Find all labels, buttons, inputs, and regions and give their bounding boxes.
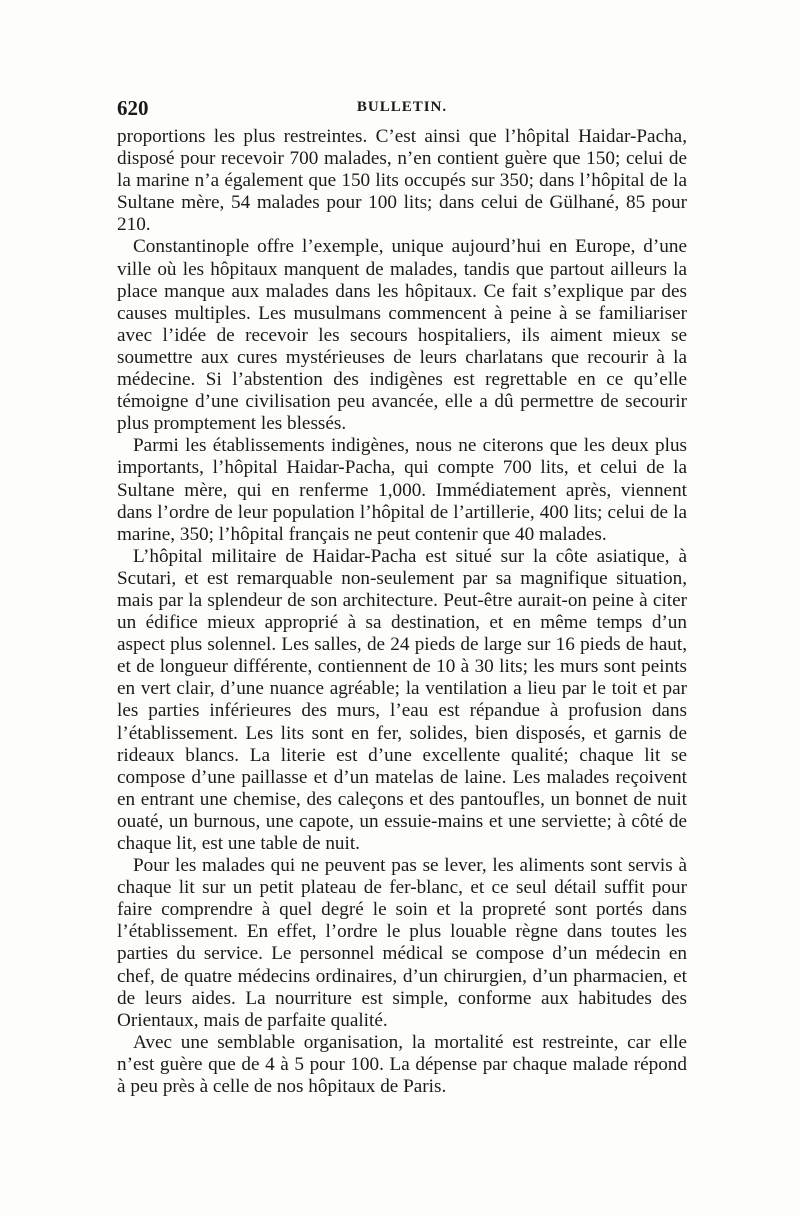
page-header	[117, 96, 687, 126]
paragraph: Pour les malades qui ne peuvent pas se lever, les aliments sont servis à chaque lit sur un petit plateau de fer-blanc, et ce seul détail suffit pour faire comprendre à quel degré le soin et la propreté sont portés dans l’établissement. En effet, l’ordre le plus louable règne dans toutes les parties du service. Le personnel médical se compose d’un médecin en chef, de quatre médecins ordinaires, d’un chirurgien, d’un pharmacien, et de leurs aides. La nourriture est simple, conforme aux habitudes des Orientaux, mais de parfaite qualité.	[117, 855, 687, 1031]
paragraph: Avec une semblable organisation, la mortalité est restreinte, car elle n’est guère que de 4 à 5 pour 100. La dépense par chaque malade répond à peu près à celle de nos hôpitaux de Paris.	[117, 1031, 687, 1098]
paragraph: Parmi les établissements indigènes, nous ne citerons que les deux plus importants, l’hôpital Haidar-Pacha, qui compte 700 lits, et celui de la Sultane mère, qui en renferme 1,000. Immédiatement après, viennent dans l’ordre de leur population l’hôpital de l’artillerie, 400 lits; celui de la marine, 350; l’hôpital français ne peut contenir que 40 malades.	[117, 435, 687, 545]
paragraph: Constantinople offre l’exemple, unique aujourd’hui en Europe, d’une ville où les hôpitaux manquent de malades, tandis que partout ailleurs la place manque aux malades dans les hôpitaux. Ce fait s’explique par des causes multiples. Les musulmans commencent à peine à se familiariser avec l’idée de recevoir les secours hospitaliers, ils aiment mieux se soumettre aux cures mystérieuses de leurs charlatans que recourir à la médecine. Si l’abstention des indigènes est regrettable en ce qu’elle témoigne d’une civilisation peu avancée, elle a dû permettre de secourir plus promptement les blessés.	[117, 236, 687, 435]
page-number: 620	[117, 96, 149, 120]
paragraph: L’hôpital militaire de Haidar-Pacha est situé sur la côte asiatique, à Scutari, et est remarquable non-seulement par sa magnifique situation, mais par la splendeur de son architecture. Peut-être aurait-on peine à citer un édifice mieux approprié à sa destination, et en même temps d’un aspect plus solennel. Les salles, de 24 pieds de large sur 16 pieds de haut, et de longueur différente, contiennent de 10 à 30 lits; les murs sont peints en vert clair, d’une nuance agréable; la ventilation a lieu par le toit et par les parties inférieures des murs, l’eau est répandue à profusion dans l’établissement. Les lits sont en fer, solides, bien disposés, et garnis de rideaux blancs. La literie est d’une excellente qualité; chaque lit se compose d’une paillasse et d’un matelas de laine. Les malades reçoivent en entrant une chemise, des caleçons et des pantoufles, un bonnet de nuit ouaté, un burnous, une capote, un essuie-mains et une serviette; à côté de chaque lit, est une table de nuit.	[117, 545, 687, 854]
running-head: BULLETIN.	[356, 99, 448, 115]
paragraph: proportions les plus restreintes. C’est ainsi que l’hôpital Haidar-Pacha, disposé pour recevoir 700 malades, n’en contient guère que 150; celui de la marine n’a également que 150 lits occupés sur 350; dans l’hôpital de la Sultane mère, 54 malades pour 100 lits; dans celui de Gülhané, 85 pour 210.	[117, 126, 687, 236]
body-text	[117, 126, 687, 1098]
